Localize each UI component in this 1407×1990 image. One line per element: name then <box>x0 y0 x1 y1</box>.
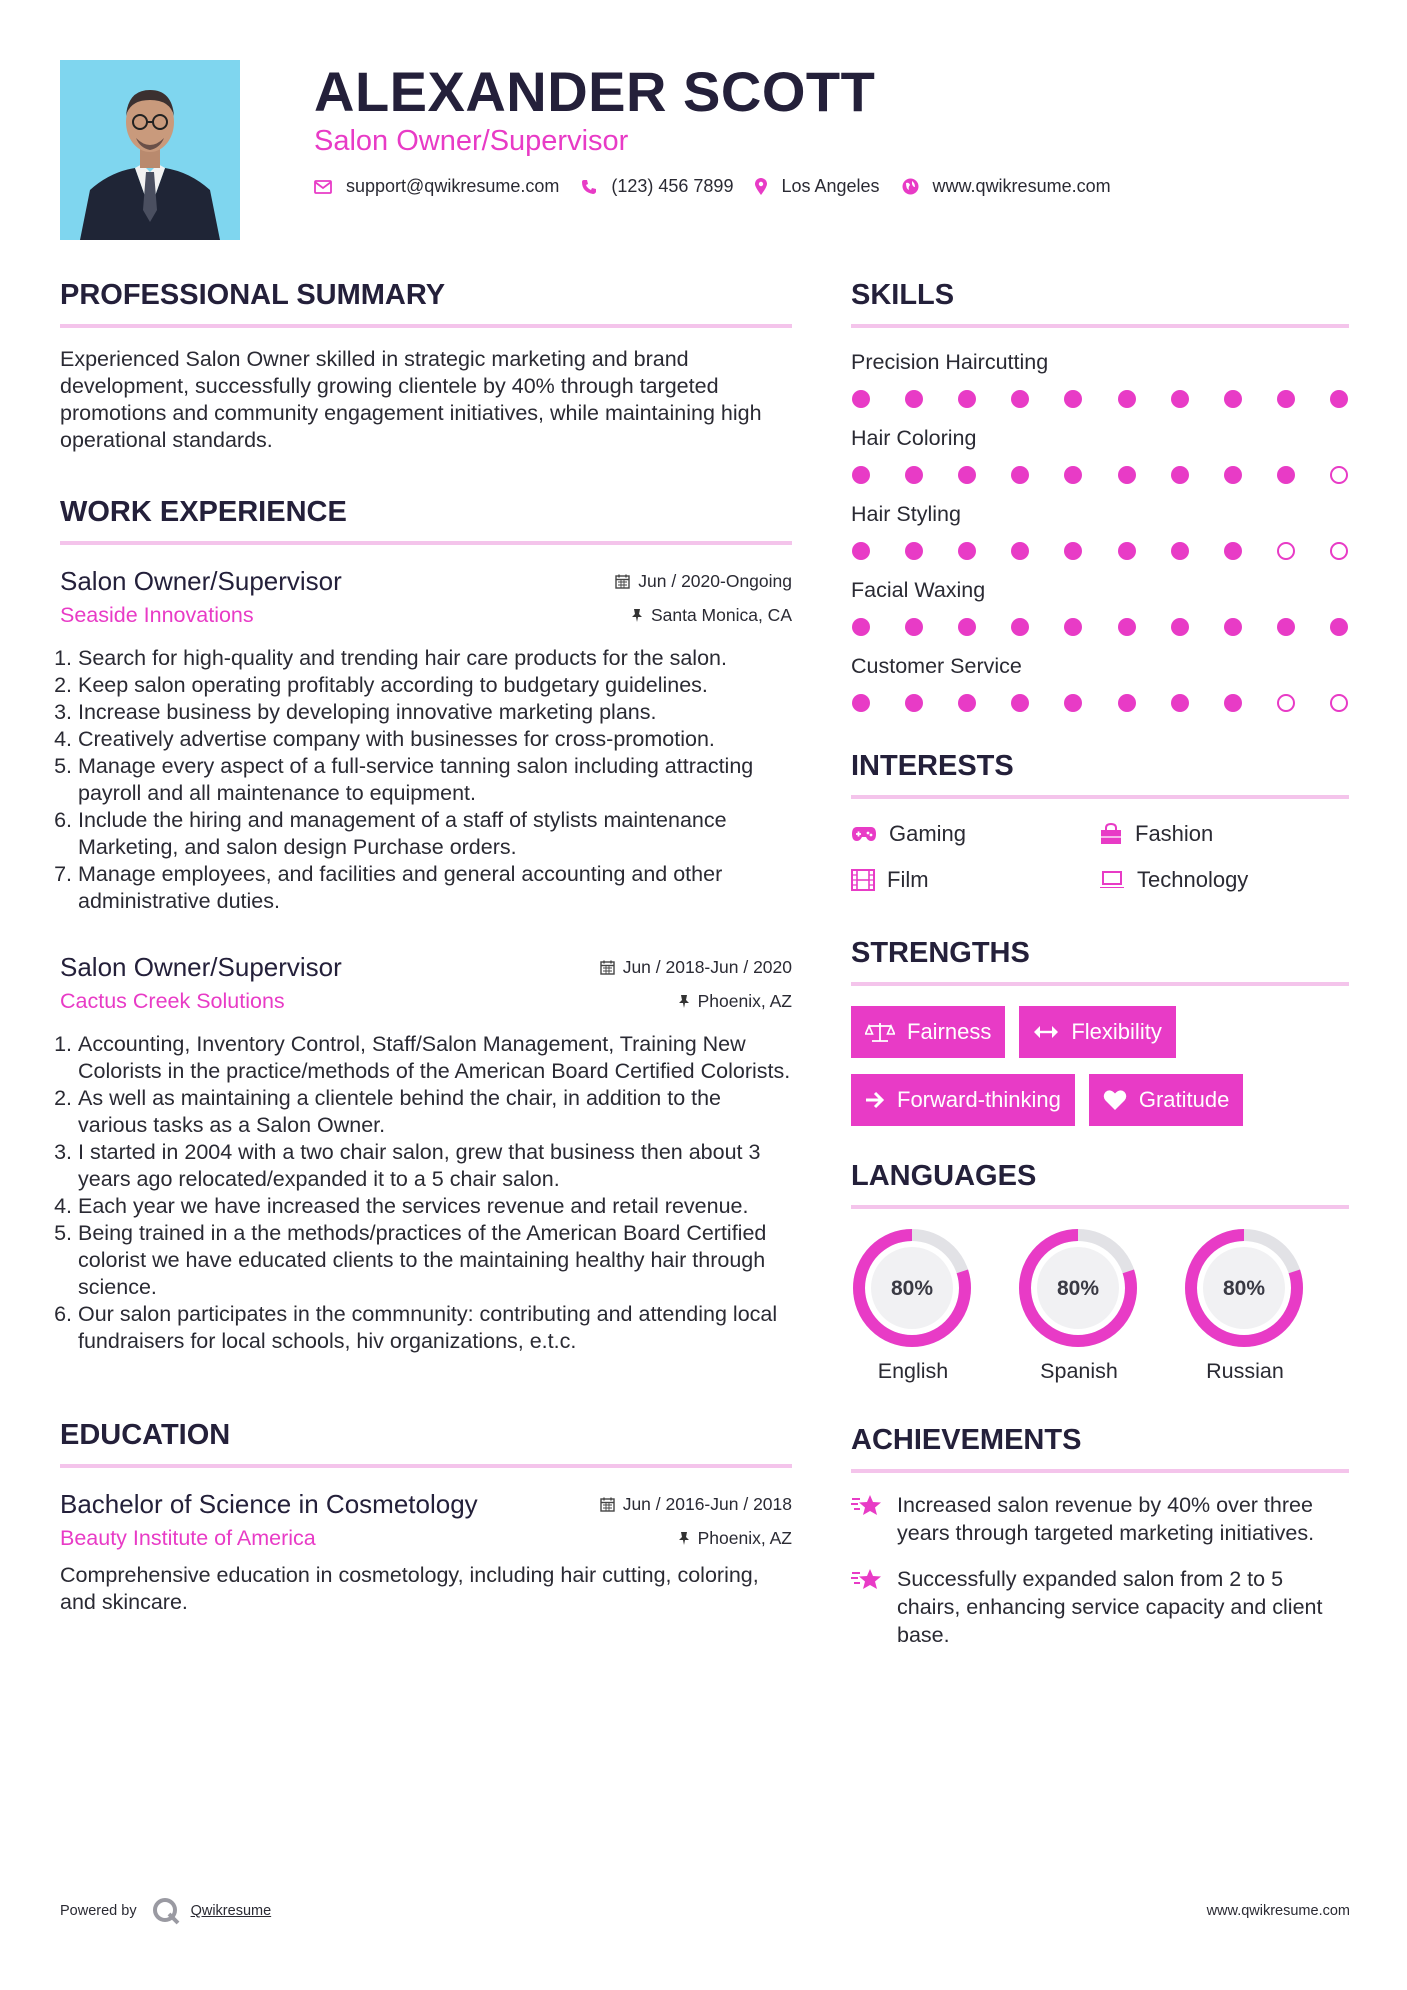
left-column <box>60 275 792 1616</box>
job-location: Phoenix, AZ <box>678 991 792 1012</box>
rating-dot-filled <box>958 542 976 560</box>
job-title: Salon Owner/Supervisor <box>60 952 342 982</box>
pin-icon <box>631 608 643 623</box>
rating-dot-filled <box>852 390 870 408</box>
rating-dot-filled <box>1118 542 1136 560</box>
brand-link[interactable]: Qwikresume <box>190 1903 272 1919</box>
qwikresume-logo-icon <box>151 1896 181 1926</box>
list-item: 2. Keep salon operating profitably according to budgetary guidelines. <box>78 672 792 699</box>
rating-dot-filled <box>1224 694 1242 712</box>
email-text: support@qwikresume.com <box>346 176 560 196</box>
language-name: Spanish <box>1040 1359 1118 1383</box>
list-item: 5. Manage every aspect of a full-service tanning salon including attracting payroll and all maintenance to equipment. <box>78 753 792 807</box>
rating-dot-filled <box>1224 466 1242 484</box>
education-date: Jun / 2016-Jun / 2018 <box>600 1494 792 1515</box>
rating-dot-empty <box>1277 694 1295 712</box>
achievement-item: Increased salon revenue by 40% over three years through targeted marketing initiatives. <box>851 1491 1349 1547</box>
interest-item: Film <box>851 867 1099 893</box>
rating-dot-filled <box>958 694 976 712</box>
strength-badge: Flexibility <box>1019 1006 1175 1058</box>
skill-name: Facial Waxing <box>851 578 986 602</box>
list-item: 1. Search for high-quality and trending hair care products for the salon. <box>78 645 792 672</box>
language-ring <box>1017 1227 1139 1349</box>
list-item: 5. Being trained in a the methods/practices of the American Board Certified colorist we have educated clients to the maintaining healthy hair through science. <box>78 1220 792 1301</box>
list-item: 6. Our salon participates in the commnunity: contributing and attending local fundraisers for local schools, hiv organizations, e.t.c. <box>78 1301 792 1355</box>
rating-dot-filled <box>852 466 870 484</box>
summary-text: Experienced Salon Owner skilled in strategic marketing and brand development, successfully growing clientele by 40% through targeted promotions and community engagement initiatives, while maintaining high operational standards. <box>60 347 762 452</box>
education-description: Comprehensive education in cosmetology, including hair cutting, coloring, and skincare. <box>60 1563 759 1614</box>
profile-photo <box>60 60 240 240</box>
rating-dot-empty <box>1330 466 1348 484</box>
list-item: 3. Increase business by developing innovative marketing plans. <box>78 699 792 726</box>
skill-item <box>851 422 1349 484</box>
rating-dot-filled <box>1064 618 1082 636</box>
pin-icon <box>678 1531 690 1546</box>
rating-dot-filled <box>1064 390 1082 408</box>
summary-title: PROFESSIONAL SUMMARY <box>60 275 792 328</box>
contact-bar <box>314 176 1133 197</box>
rating-dot-filled <box>958 466 976 484</box>
language-name: Russian <box>1206 1359 1284 1383</box>
rating-dot-filled <box>1277 390 1295 408</box>
skill-item <box>851 650 1349 712</box>
rating-dot-filled <box>1171 694 1189 712</box>
interests-title: INTERESTS <box>851 746 1349 799</box>
company-name: Seaside Innovations <box>60 603 254 627</box>
list-item: 6. Include the hiring and management of a staff of stylists maintenance Marketing, and salon design Purchase orders. <box>78 807 792 861</box>
language-percent: 80% <box>1222 1277 1266 1300</box>
skill-name: Precision Haircutting <box>851 350 1049 374</box>
languages-title: LANGUAGES <box>851 1156 1349 1209</box>
skill-name: Hair Styling <box>851 502 961 526</box>
strengths-title: STRENGTHS <box>851 933 1349 986</box>
rating-dot-filled <box>905 694 923 712</box>
skill-name: Customer Service <box>851 654 1022 678</box>
globe-icon <box>902 178 919 195</box>
job-location: Santa Monica, CA <box>631 605 792 626</box>
job-date: Jun / 2018-Jun / 2020 <box>600 957 792 978</box>
arrow-right-icon <box>865 1091 885 1109</box>
experience-section <box>60 492 792 1355</box>
education-title: EDUCATION <box>60 1415 792 1468</box>
rating-dot-empty <box>1277 542 1295 560</box>
resume-header <box>60 60 1350 240</box>
language-percent: 80% <box>890 1277 934 1300</box>
strength-badge: Forward-thinking <box>851 1074 1075 1126</box>
gamepad-icon <box>851 826 877 842</box>
school-name: Beauty Institute of America <box>60 1526 316 1550</box>
rating-dot-filled <box>1118 694 1136 712</box>
rating-dot-filled <box>1118 618 1136 636</box>
location-text: Los Angeles <box>781 176 880 196</box>
company-name: Cactus Creek Solutions <box>60 989 285 1013</box>
language-percent: 80% <box>1056 1277 1100 1300</box>
job-bullets <box>60 645 792 915</box>
rating-dot-filled <box>1171 618 1189 636</box>
interest-item: Technology <box>1099 867 1347 893</box>
language-item <box>1183 1227 1349 1384</box>
rating-dot-filled <box>1011 466 1029 484</box>
rating-dot-filled <box>1224 618 1242 636</box>
rating-dot-filled <box>1118 390 1136 408</box>
rating-dot-filled <box>1171 390 1189 408</box>
rating-dot-filled <box>852 618 870 636</box>
right-column <box>851 275 1349 1667</box>
rating-dot-filled <box>1171 542 1189 560</box>
rating-dot-filled <box>905 542 923 560</box>
rating-dot-filled <box>1011 390 1029 408</box>
rating-dot-empty <box>1330 694 1348 712</box>
rating-dot-filled <box>1011 618 1029 636</box>
job-entry <box>60 563 792 915</box>
interest-item: Fashion <box>1099 821 1347 847</box>
job-entry <box>60 949 792 1355</box>
laptop-icon <box>1099 870 1125 890</box>
skills-list <box>851 346 1349 712</box>
rating-dot-filled <box>1224 390 1242 408</box>
envelope-icon <box>314 180 332 194</box>
shopping-bag-icon <box>1099 823 1123 845</box>
rating-dot-filled <box>1011 694 1029 712</box>
list-item: 1. Accounting, Inventory Control, Staff/Salon Management, Training New Colorists in the practice/methods of the American Board Certified Colorists. <box>78 1031 792 1085</box>
list-item: 7. Manage employees, and facilities and general accounting and other administrative duties. <box>78 861 792 915</box>
heart-icon <box>1103 1089 1127 1111</box>
language-name: English <box>877 1359 949 1383</box>
skill-item <box>851 574 1349 636</box>
skill-name: Hair Coloring <box>851 426 977 450</box>
language-ring <box>851 1227 973 1349</box>
rating-dot-filled <box>1064 694 1082 712</box>
rating-dot-filled <box>1171 466 1189 484</box>
rating-dot-filled <box>958 390 976 408</box>
portrait-image <box>60 60 240 240</box>
degree-title: Bachelor of Science in Cosmetology <box>60 1489 478 1519</box>
arrows-horizontal-icon <box>1033 1025 1059 1039</box>
footer-website[interactable]: www.qwikresume.com <box>1206 1903 1350 1919</box>
strength-badge: Gratitude <box>1089 1074 1244 1126</box>
rating-dot-filled <box>1330 618 1348 636</box>
achievements-section <box>851 1420 1349 1649</box>
interest-item: Gaming <box>851 821 1099 847</box>
education-section <box>60 1415 792 1616</box>
interests-section <box>851 746 1349 893</box>
strengths-section <box>851 933 1349 1126</box>
pin-icon <box>678 994 690 1009</box>
powered-by-text: Powered by <box>60 1903 137 1919</box>
skill-rating <box>851 390 1349 408</box>
rating-dot-filled <box>958 618 976 636</box>
contact-website[interactable] <box>902 176 1111 197</box>
job-title: Salon Owner/Supervisor <box>60 566 342 596</box>
rating-dot-filled <box>1064 466 1082 484</box>
balance-scale-icon <box>865 1021 895 1043</box>
skill-rating <box>851 618 1349 636</box>
skill-item <box>851 498 1349 560</box>
list-item: 3. I started in 2004 with a two chair salon, grew that business then about 3 years ago relocated/expanded it to a 5 chair salon. <box>78 1139 792 1193</box>
achievement-item: Successfully expanded salon from 2 to 5 chairs, enhancing service capacity and client base. <box>851 1565 1349 1649</box>
language-ring <box>1183 1227 1305 1349</box>
rating-dot-filled <box>905 466 923 484</box>
skill-rating <box>851 542 1349 560</box>
job-date: Jun / 2020-Ongoing <box>615 571 792 592</box>
list-item: 4. Creatively advertise company with businesses for cross-promotion. <box>78 726 792 753</box>
skills-section <box>851 275 1349 712</box>
contact-phone[interactable] <box>581 176 733 197</box>
phone-icon <box>581 179 597 195</box>
languages-section <box>851 1156 1349 1384</box>
strength-badge: Fairness <box>851 1006 1005 1058</box>
summary-section <box>60 275 792 454</box>
rating-dot-filled <box>852 542 870 560</box>
skill-item <box>851 346 1349 408</box>
rating-dot-filled <box>1277 466 1295 484</box>
skills-title: SKILLS <box>851 275 1349 328</box>
shooting-star-icon <box>851 1567 883 1593</box>
contact-location <box>755 176 879 197</box>
contact-email[interactable] <box>314 176 559 197</box>
rating-dot-empty <box>1330 542 1348 560</box>
calendar-icon <box>600 960 615 975</box>
achievements-title: ACHIEVEMENTS <box>851 1420 1349 1473</box>
website-text: www.qwikresume.com <box>932 176 1111 196</box>
shooting-star-icon <box>851 1493 883 1519</box>
rating-dot-filled <box>905 390 923 408</box>
experience-title: WORK EXPERIENCE <box>60 492 792 545</box>
rating-dot-filled <box>905 618 923 636</box>
rating-dot-filled <box>1277 618 1295 636</box>
candidate-role: Salon Owner/Supervisor <box>314 125 629 157</box>
job-bullets <box>60 1031 792 1355</box>
rating-dot-filled <box>1064 542 1082 560</box>
phone-text: (123) 456 7899 <box>611 176 734 196</box>
film-icon <box>851 869 875 891</box>
rating-dot-filled <box>1011 542 1029 560</box>
rating-dot-filled <box>852 694 870 712</box>
skill-rating <box>851 694 1349 712</box>
education-location: Phoenix, AZ <box>678 1528 792 1549</box>
list-item: 2. As well as maintaining a clientele behind the chair, in addition to the various tasks as a Salon Owner. <box>78 1085 792 1139</box>
candidate-name: ALEXANDER SCOTT <box>314 60 876 123</box>
map-pin-icon <box>755 178 767 196</box>
footer <box>60 1896 1350 1926</box>
calendar-icon <box>600 1497 615 1512</box>
rating-dot-filled <box>1330 390 1348 408</box>
skill-rating <box>851 466 1349 484</box>
calendar-icon <box>615 574 630 589</box>
rating-dot-filled <box>1118 466 1136 484</box>
list-item: 4. Each year we have increased the services revenue and retail revenue. <box>78 1193 792 1220</box>
rating-dot-filled <box>1224 542 1242 560</box>
